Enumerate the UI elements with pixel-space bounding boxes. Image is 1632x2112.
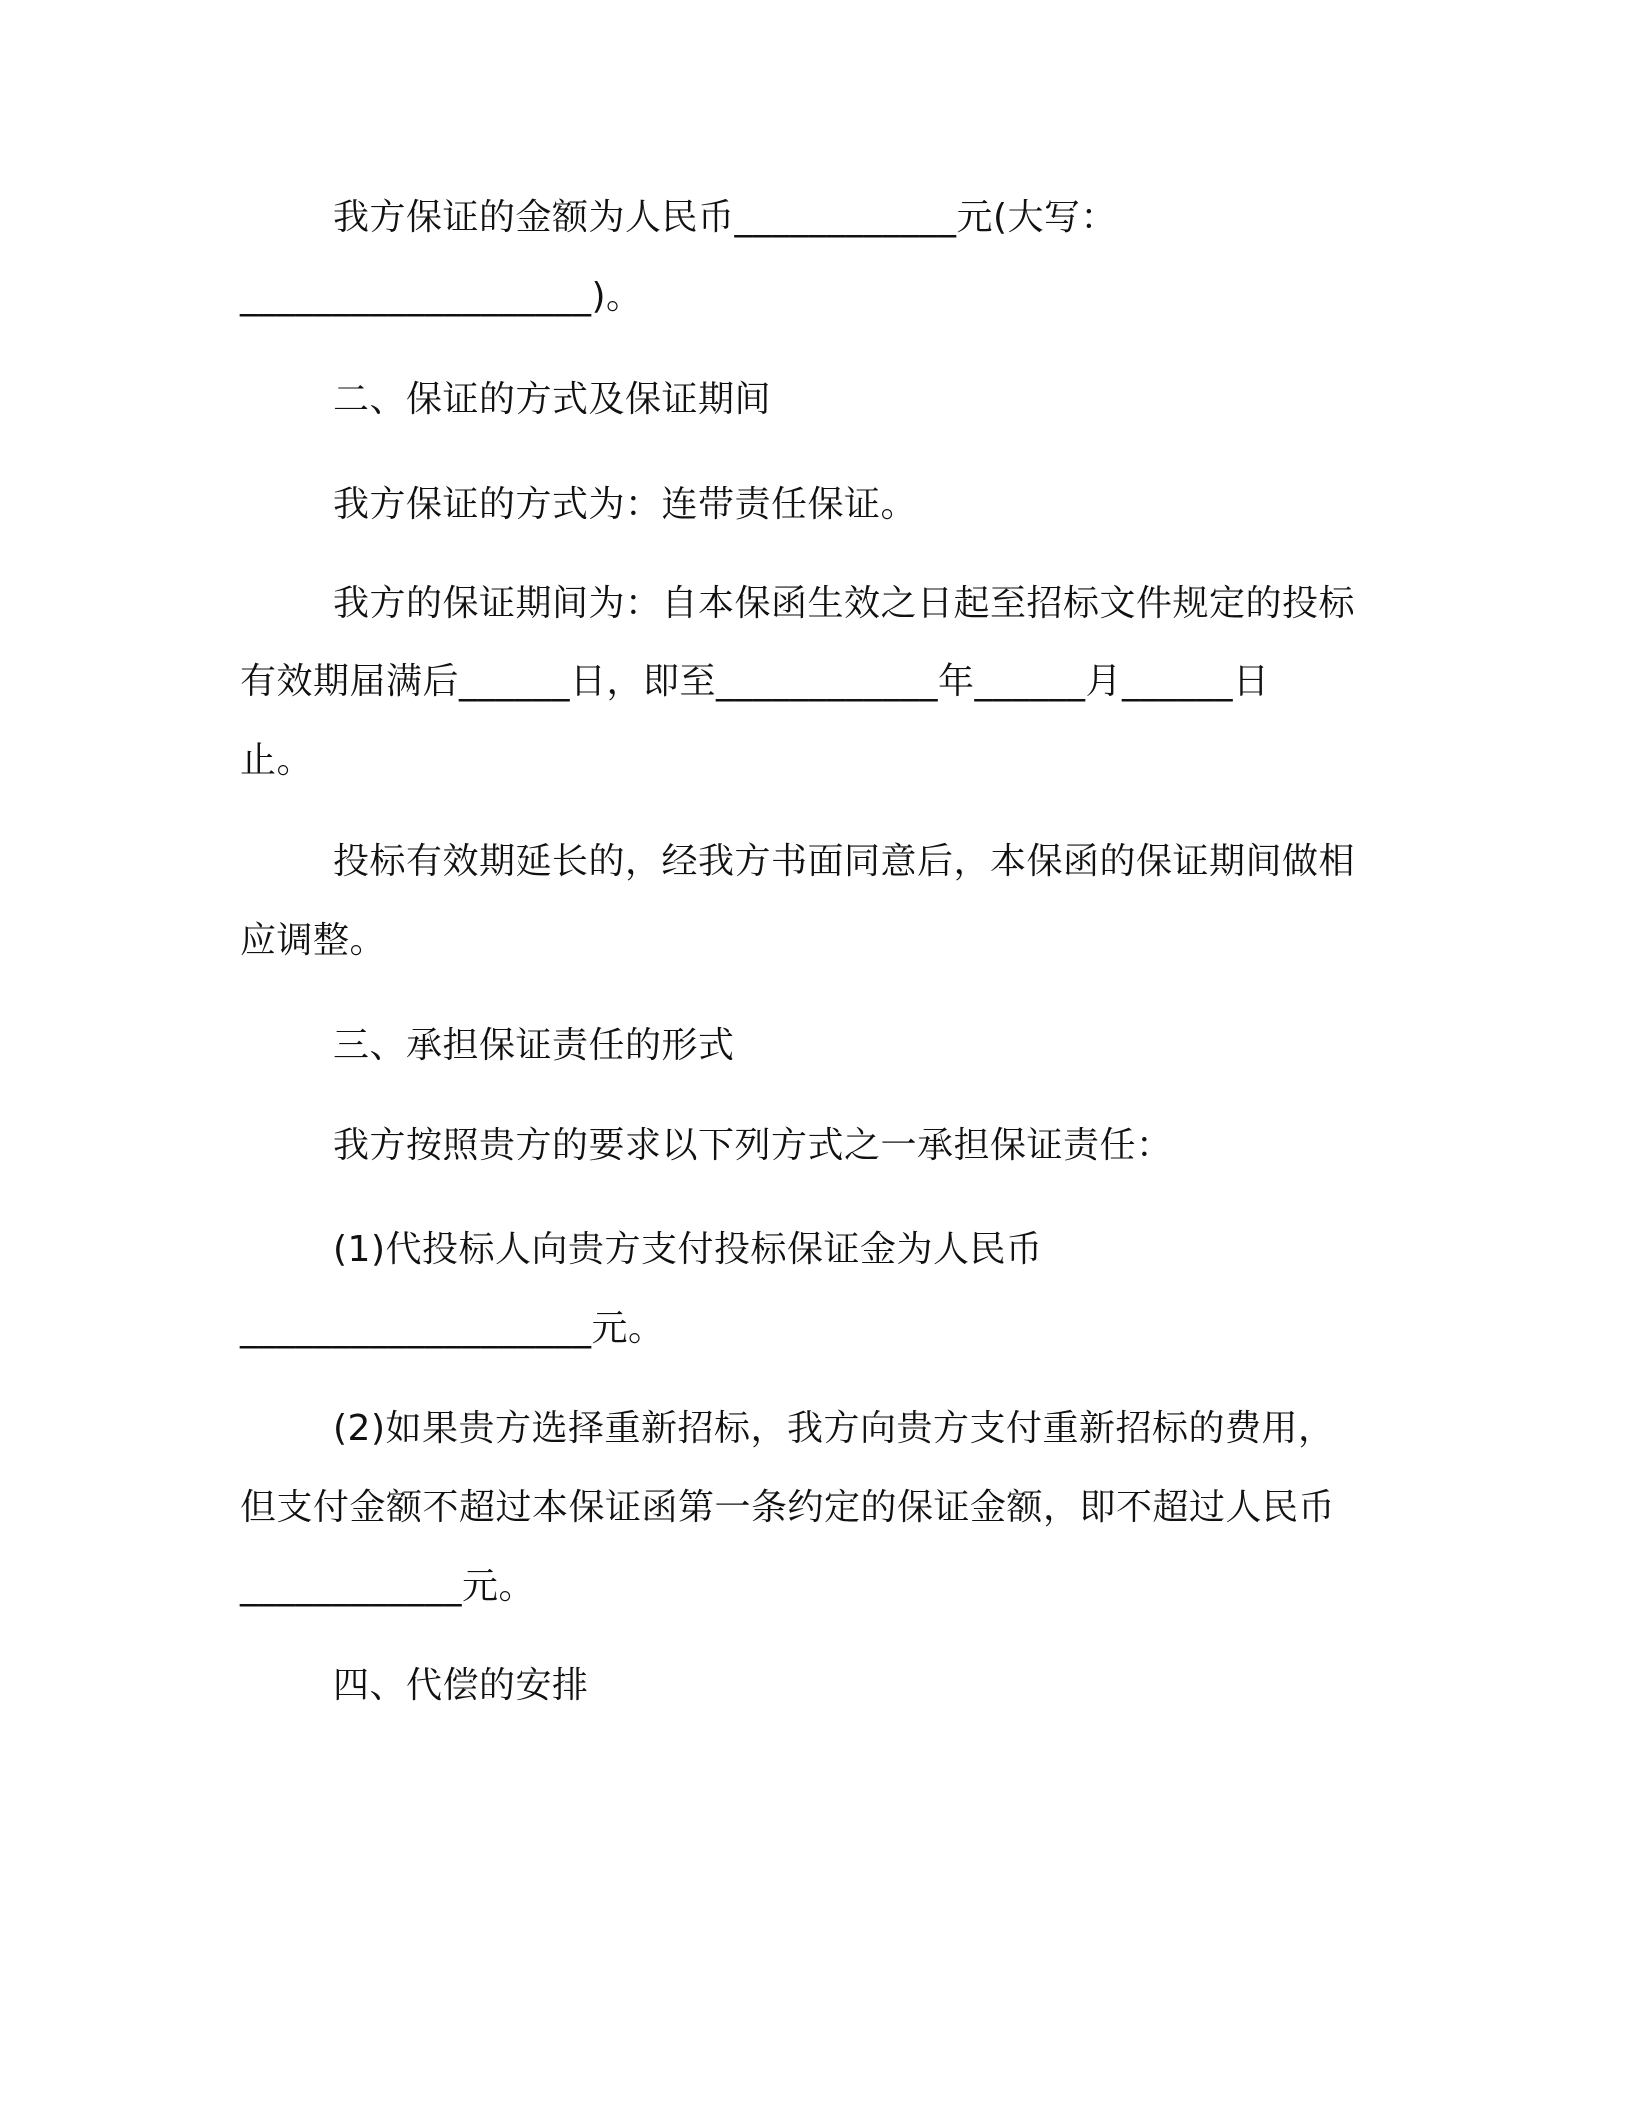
option-2-line-2: 但支付金额不超过本保证函第一条约定的保证金额，即不超过人民币 (240, 1487, 1336, 1528)
guarantee-period-line-2: 有效期届满后______日，即至____________年______月______日 (240, 661, 1270, 702)
section-heading-2: 二、保证的方式及保证期间 (333, 379, 772, 420)
guarantee-period-line-1: 我方的保证期间为：自本保函生效之日起至招标文件规定的投标 (333, 583, 1356, 624)
option-2-line-3: ____________元。 (240, 1566, 536, 1607)
responsibility-intro-line: 我方按照贵方的要求以下列方式之一承担保证责任： (333, 1125, 1173, 1166)
guarantee-amount-line: 我方保证的金额为人民币____________元(大写： (333, 197, 1118, 238)
option-1-line-1: (1)代投标人向贵方支付投标保证金为人民币 (333, 1229, 1043, 1270)
amount-in-words-blank-line: ___________________)。 (240, 276, 643, 317)
option-2-line-1: (2)如果贵方选择重新招标，我方向贵方支付重新招标的费用， (333, 1408, 1335, 1449)
section-heading-4: 四、代偿的安排 (333, 1665, 589, 1706)
option-1-line-2: ___________________元。 (240, 1308, 665, 1349)
section-heading-3: 三、承担保证责任的形式 (333, 1025, 735, 1066)
extension-line-1: 投标有效期延长的，经我方书面同意后，本保函的保证期间做相 (333, 841, 1356, 882)
guarantee-method-line: 我方保证的方式为：连带责任保证。 (333, 484, 918, 525)
extension-line-2: 应调整。 (240, 920, 387, 961)
guarantee-period-line-3: 止。 (240, 740, 314, 781)
